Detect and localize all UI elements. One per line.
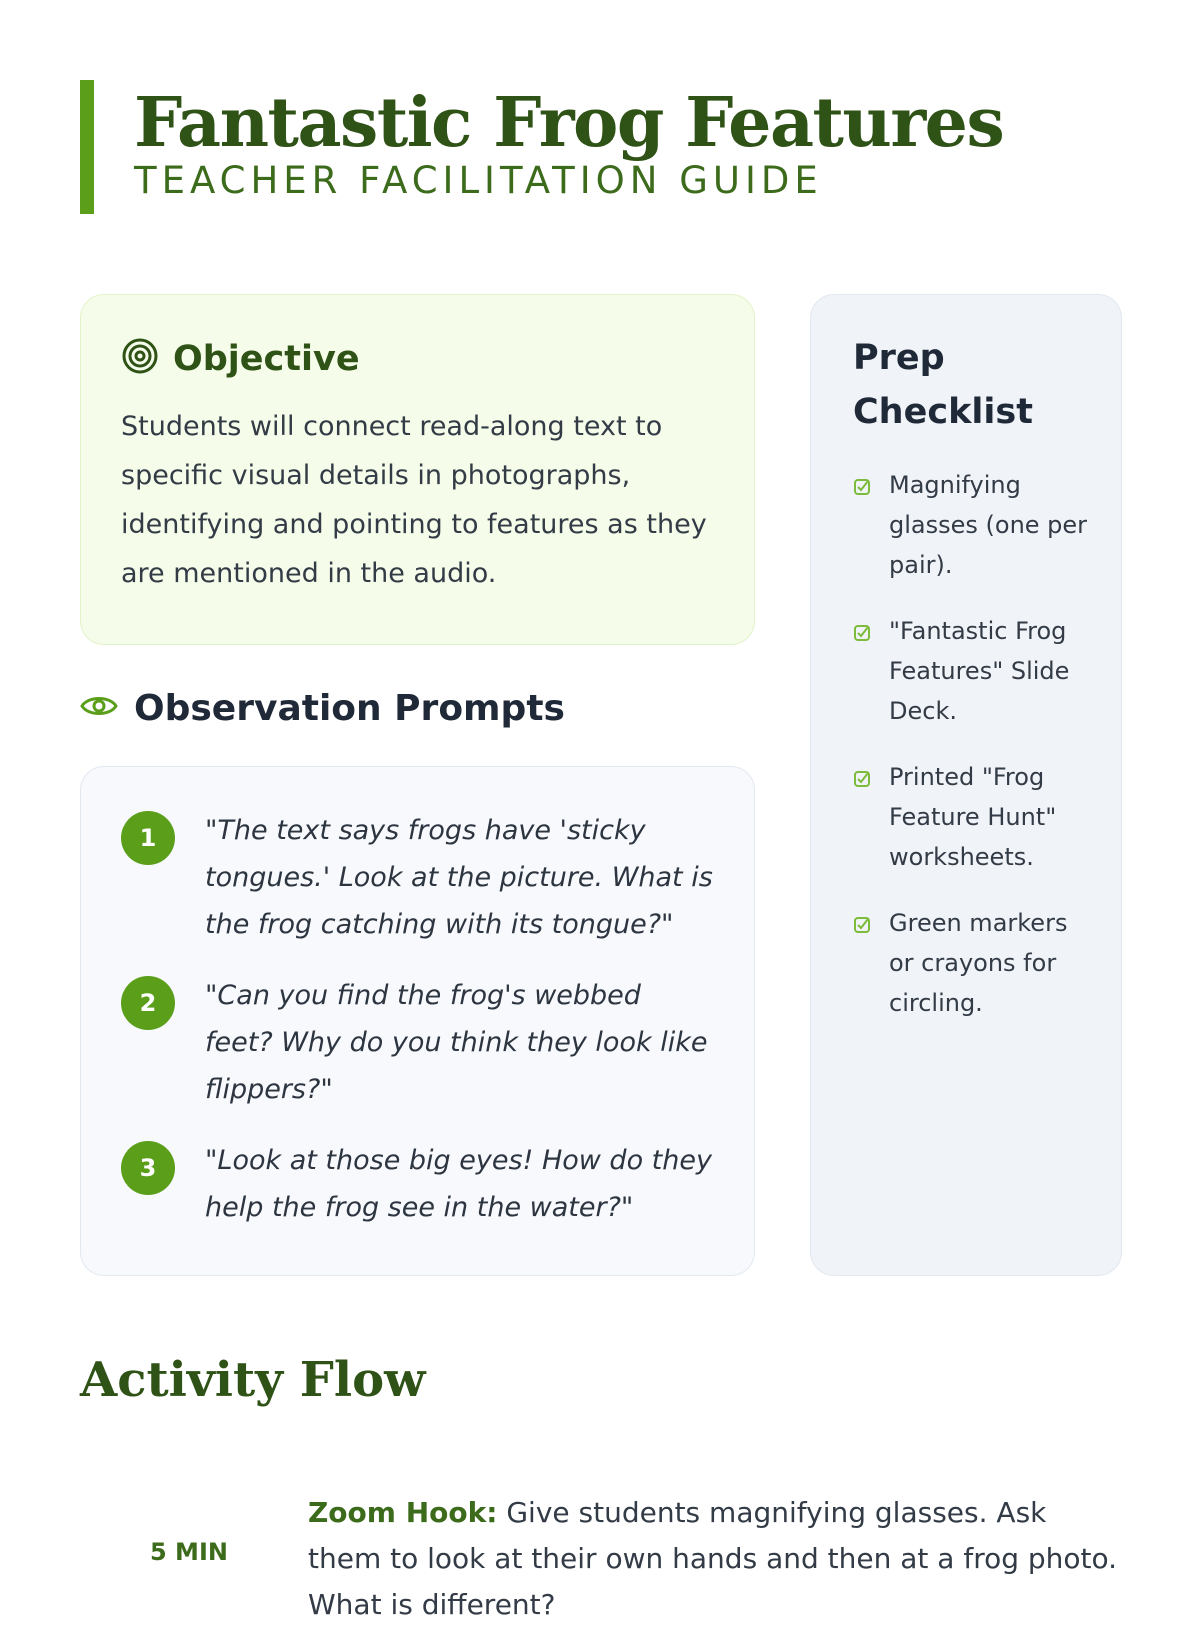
- checklist-item: [853, 465, 1095, 585]
- observation-header: [80, 688, 565, 729]
- prompt-number-badge: 2: [121, 976, 175, 1030]
- objective-text: Students will connect read-along text to specific visual details in photographs, identifying and pointing to features as they are mentioned in the audio.: [121, 411, 707, 589]
- target-icon: [121, 337, 159, 380]
- objective-heading: Objective: [173, 338, 360, 379]
- checklist-item-text: Magnifying glasses (one per pair).: [889, 471, 1088, 579]
- activity-step-label: Zoom Hook:: [308, 1496, 498, 1529]
- check-square-icon: [853, 916, 871, 1023]
- checklist-item-text: Green markers or crayons for circling.: [889, 909, 1068, 1017]
- checklist-item: [853, 757, 1095, 877]
- prompt-item: [121, 972, 714, 1113]
- objective-card: [80, 294, 755, 645]
- page-subtitle: TEACHER FACILITATION GUIDE: [134, 159, 823, 202]
- prompt-text: "Look at those big eyes! How do they help the frog see in the water?": [205, 1145, 712, 1223]
- activity-flow-heading: Activity Flow: [80, 1352, 426, 1408]
- page-header: [80, 80, 1120, 214]
- check-square-icon: [853, 770, 871, 877]
- check-square-icon: [853, 624, 871, 731]
- activity-step-text: Give students magnifying glasses. Ask them to look at their own hands and then at a frog photo. What is different?: [308, 1496, 1118, 1621]
- observation-heading: Observation Prompts: [134, 688, 565, 729]
- objective-header: [121, 337, 714, 380]
- checklist-title: Prep Checklist: [853, 338, 1033, 432]
- prompt-text: "Can you find the frog's webbed feet? Why do you think they look like flippers?": [205, 980, 708, 1105]
- checklist-item-text: "Fantastic Frog Features" Slide Deck.: [889, 617, 1070, 725]
- activity-step-description: [308, 1490, 1128, 1628]
- prompt-item: [121, 807, 714, 948]
- activity-step-duration: 5 MIN: [150, 1538, 228, 1566]
- prompt-number-badge: 1: [121, 811, 175, 865]
- check-square-icon: [853, 478, 871, 585]
- prep-checklist-card: [810, 294, 1122, 1276]
- checklist-items: [853, 465, 1095, 1023]
- eye-icon: [80, 692, 118, 725]
- prompt-number-badge: 3: [121, 1141, 175, 1195]
- checklist-item: [853, 903, 1095, 1023]
- prompt-item: [121, 1137, 714, 1231]
- checklist-item: [853, 611, 1095, 731]
- checklist-item-text: Printed "Frog Feature Hunt" worksheets.: [889, 763, 1057, 871]
- observation-prompts-card: [80, 766, 755, 1276]
- page-title: Fantastic Frog Features: [134, 83, 1004, 163]
- prompt-text: "The text says frogs have 'sticky tongues.' Look at the picture. What is the frog catching with its tongue?": [205, 815, 713, 940]
